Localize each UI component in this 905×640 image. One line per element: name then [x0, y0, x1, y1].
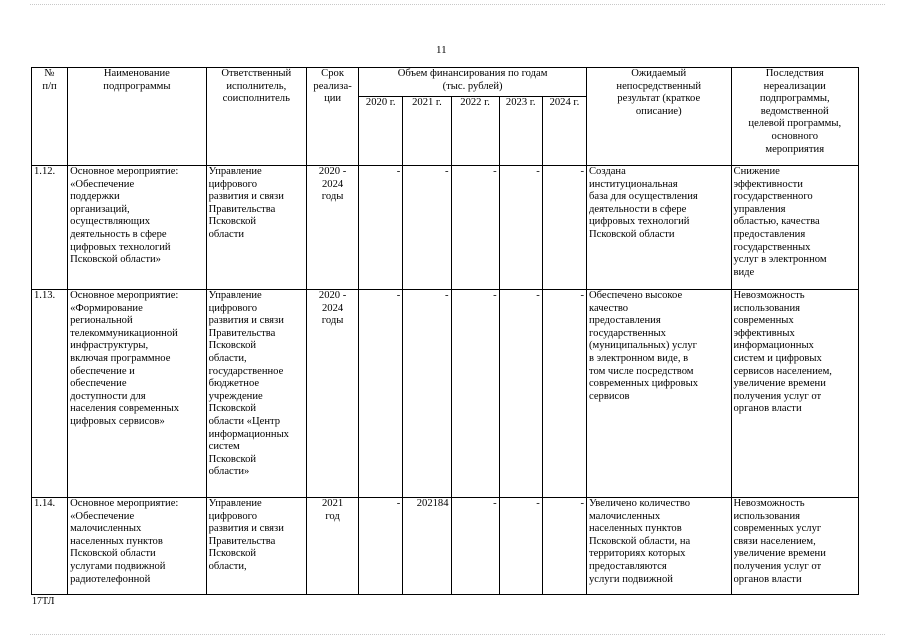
table-row: [32, 166, 859, 290]
header-year-2024: 2024 г.: [542, 97, 586, 166]
row-value-2023: -: [499, 166, 542, 290]
header-result: Ожидаемый непосредственный результат (краткое описание): [586, 68, 731, 166]
row-value-2021: -: [403, 166, 451, 290]
row-num: 1.13.: [32, 290, 68, 498]
row-value-2024: -: [542, 166, 586, 290]
program-table: [31, 67, 859, 595]
row-value-2022: -: [451, 290, 499, 498]
row-consequences: Невозможность использования современных услуг связи населением, увеличение времени получения услуг от органов власти: [731, 498, 859, 595]
row-responsible: Управление цифрового развития и связи Правительства Псковской области: [206, 166, 306, 290]
row-value-2021: 202184: [403, 498, 451, 595]
document-code: 17ТЛ: [32, 596, 55, 607]
row-name: Основное мероприятие: «Обеспечение малочисленных населенных пунктов Псковской области услугами подвижной радиотелефонной: [68, 498, 207, 595]
page-number: 11: [436, 44, 447, 56]
table-row: [32, 290, 859, 498]
row-value-2023: -: [499, 290, 542, 498]
header-year-2022: 2022 г.: [451, 97, 499, 166]
row-value-2024: -: [542, 290, 586, 498]
row-value-2022: -: [451, 498, 499, 595]
row-value-2020: -: [359, 498, 403, 595]
row-value-2023: -: [499, 498, 542, 595]
row-consequences: Снижение эффективности государственного управления областью, качества предоставления государственных услуг в электронном виде: [731, 166, 859, 290]
row-num: 1.14.: [32, 498, 68, 595]
scan-artifact-top: [30, 4, 885, 5]
row-result: Обеспечено высокое качество предоставления государственных (муниципальных) услуг в электронном виде, в том числе посредством современных цифровых сервисов: [586, 290, 731, 498]
row-term: 2020 - 2024 годы: [306, 166, 358, 290]
header-year-2023: 2023 г.: [499, 97, 542, 166]
row-value-2020: -: [359, 290, 403, 498]
row-name: Основное мероприятие: «Формирование региональной телекоммуникационной инфраструктуры, включая программное обеспечение и обеспечение доступности для населения современных цифровых сервисов»: [68, 290, 207, 498]
row-name: Основное мероприятие: «Обеспечение поддержки организаций, осуществляющих деятельность в сфере цифровых технологий Псковской области»: [68, 166, 207, 290]
row-result: Создана институциональная база для осуществления деятельности в сфере цифровых технологий Псковской области: [586, 166, 731, 290]
row-responsible: Управление цифрового развития и связи Правительства Псковской области, государственное бюджетное учреждение Псковской области «Центр информационных систем Псковской области»: [206, 290, 306, 498]
row-term: 2020 - 2024 годы: [306, 290, 358, 498]
row-value-2021: -: [403, 290, 451, 498]
scan-artifact-bottom: [30, 634, 885, 635]
row-term: 2021 год: [306, 498, 358, 595]
table-row: [32, 498, 859, 595]
row-result: Увеличено количество малочисленных населенных пунктов Псковской области, на территориях которых предоставляются услуги подвижной: [586, 498, 731, 595]
row-value-2020: -: [359, 166, 403, 290]
header-funding: Объем финансирования по годам (тыс. рублей): [359, 68, 587, 97]
header-num: № п/п: [32, 68, 68, 166]
row-num: 1.12.: [32, 166, 68, 290]
header-year-2020: 2020 г.: [359, 97, 403, 166]
header-term: Срок реализа- ции: [306, 68, 358, 166]
header-year-2021: 2021 г.: [403, 97, 451, 166]
header-consequences: Последствия нереализации подпрограммы, ведомственной целевой программы, основного мероприятия: [731, 68, 859, 166]
header-responsible: Ответственный исполнитель, соисполнитель: [206, 68, 306, 166]
row-consequences: Невозможность использования современных эффективных информационных систем и цифровых сервисов населением, увеличение времени получения услуг от органов власти: [731, 290, 859, 498]
row-value-2022: -: [451, 166, 499, 290]
row-responsible: Управление цифрового развития и связи Правительства Псковской области,: [206, 498, 306, 595]
row-value-2024: -: [542, 498, 586, 595]
header-name: Наименование подпрограммы: [68, 68, 207, 166]
